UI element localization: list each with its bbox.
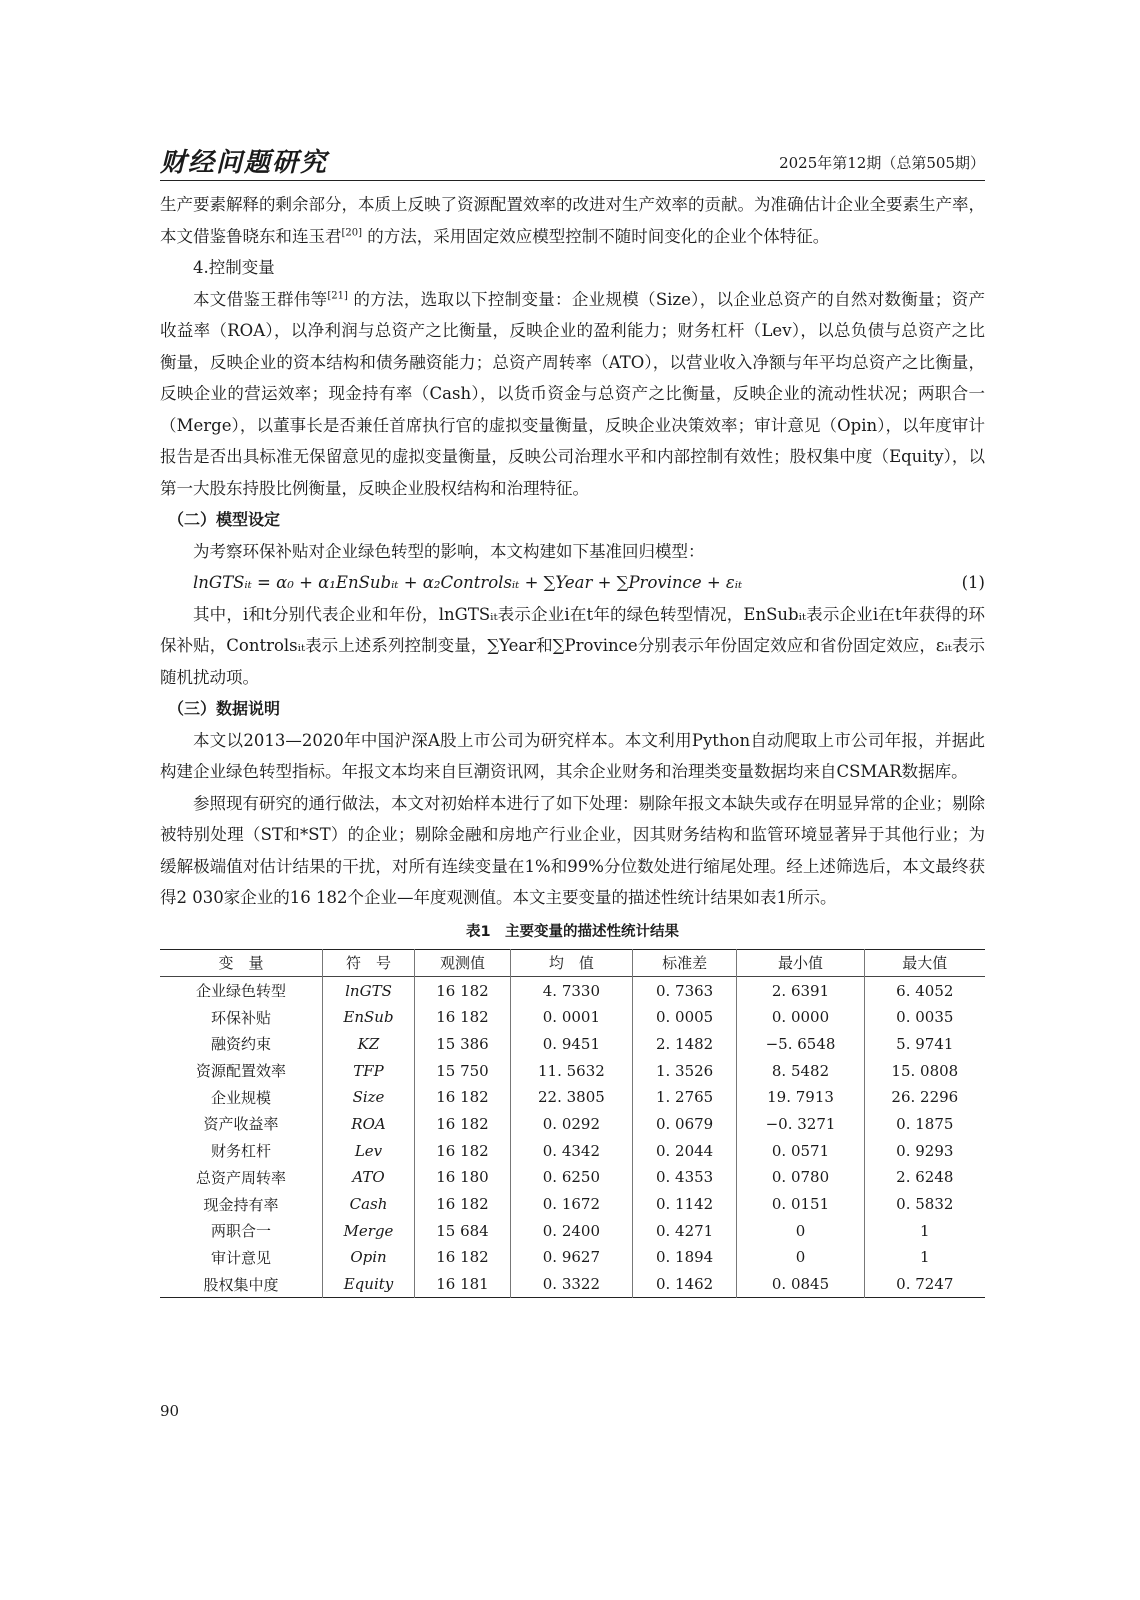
table-cell: 两职合一 — [211, 1222, 272, 1241]
col-header: 标准差 — [632, 949, 737, 977]
paragraph: 参照现有研究的通行做法，本文对初始样本进行了如下处理：剔除年报文本缺失或存在明显异常的企业；剔除被特别处理（ST和*ST）的企业；剔除金融和房地产行业企业，因其财务结构和监管环境显著异于其他行业；为缓解极端值对估计结果的干扰，对所有连续变量在1%和99%分位数处进行缩尾处理。经上述筛选后，本文最终获得2 030家企业的16 182个企业—年度观测值。本文主要变量的描述性统计结果如表1所示。 — [160, 793, 985, 907]
table-title: 表1 主要变量的描述性统计结果 — [465, 923, 680, 940]
table-cell: 2. 6391 — [737, 977, 864, 1004]
table-row — [160, 1217, 985, 1244]
table-cell: 16 182 — [414, 1137, 510, 1164]
table-cell: 0. 1462 — [632, 1271, 737, 1298]
paper-page — [160, 140, 985, 1298]
table-cell: 0. 0571 — [737, 1137, 864, 1164]
col-header: 最小值 — [737, 949, 864, 977]
table-cell: 16 182 — [414, 1244, 510, 1271]
table-cell: 0. 1142 — [632, 1191, 737, 1218]
table-cell: 16 182 — [414, 1191, 510, 1218]
col-header: 变 量 — [218, 954, 264, 973]
citation-ref[interactable]: [20] — [341, 227, 363, 238]
table-cell: 0. 2044 — [632, 1137, 737, 1164]
table-cell: 16 182 — [414, 977, 510, 1004]
table-cell: 0. 0005 — [632, 1004, 737, 1031]
col-header: 观测值 — [414, 949, 510, 977]
table-cell: 0. 0679 — [632, 1111, 737, 1138]
table-cell: 16 182 — [414, 1111, 510, 1138]
running-header — [160, 140, 985, 181]
table-row — [160, 1004, 985, 1031]
table-cell: 资产收益率 — [203, 1115, 279, 1134]
table-cell: 0. 7247 — [864, 1271, 985, 1298]
paragraph: 本文借鉴王群伟等[21] 的方法，选取以下控制变量：企业规模（Size），以企业总资产的自然对数衡量；资产收益率（ROA），以净利润与总资产之比衡量，反映企业的盈利能力；财务杠杆（Lev），以总负债与总资产之比衡量，反映企业的资本结构和债务融资能力；总资产周转率（ATO），以营业收入净额与年平均总资产之比衡量，反映企业的营运效率；现金持有率（Cash），以货币资金与总资产之比衡量，反映企业的流动性状况；两职合一（Merge），以董事长是否兼任首席执行官的虚拟变量衡量，反映企业决策效率；审计意见（Opin），以年度审计报告是否出具标准无保留意见的虚拟变量衡量，反映公司治理水平和内部控制有效性；股权集中度（Equity），以第一大股东持股比例衡量，反映企业股权结构和治理特征。 — [160, 289, 985, 498]
table-row — [160, 1164, 985, 1191]
table-cell: 5. 9741 — [864, 1031, 985, 1058]
equation-body: lnGTSᵢₜ = α₀ + α₁EnSubᵢₜ + α₂Controlsᵢₜ + ∑Year + ∑Province + εᵢₜ — [193, 573, 743, 592]
table-cell: 0. 0780 — [737, 1164, 864, 1191]
table-cell: KZ — [323, 1031, 415, 1058]
table-cell: 26. 2296 — [864, 1084, 985, 1111]
table-cell: 1. 3526 — [632, 1057, 737, 1084]
table-cell: 15 386 — [414, 1031, 510, 1058]
table-cell: 2. 1482 — [632, 1031, 737, 1058]
table-cell: 16 181 — [414, 1271, 510, 1298]
col-header: 符 号 — [323, 949, 415, 977]
table-cell: 16 182 — [414, 1084, 510, 1111]
col-header: 均 值 — [511, 949, 633, 977]
table-cell: 22. 3805 — [511, 1084, 633, 1111]
table-cell: 6. 4052 — [864, 977, 985, 1004]
issue-label: 2025年第12期（总第505期） — [779, 154, 985, 172]
table-row — [160, 1084, 985, 1111]
table-row — [160, 1137, 985, 1164]
subsection-heading: 4.控制变量 — [193, 258, 275, 277]
table-cell: 现金持有率 — [203, 1195, 279, 1214]
table-row — [160, 1031, 985, 1058]
table-cell: 0. 4342 — [511, 1137, 633, 1164]
table-cell: 1. 2765 — [632, 1084, 737, 1111]
table-cell: 8. 5482 — [737, 1057, 864, 1084]
table-cell: 16 182 — [414, 1004, 510, 1031]
table-row — [160, 977, 985, 1004]
table-row — [160, 1057, 985, 1084]
table-row — [160, 1111, 985, 1138]
table-cell: 股权集中度 — [203, 1275, 279, 1294]
page-number: 90 — [160, 1402, 180, 1420]
paragraph: 本文以2013—2020年中国沪深A股上市公司为研究样本。本文利用Python自动爬取上市公司年报，并据此构建企业绿色转型指标。年报文本均来自巨潮资讯网，其余企业财务和治理类变量数据均来自CSMAR数据库。 — [160, 730, 985, 781]
table-cell: lnGTS — [323, 977, 415, 1004]
table-cell: Equity — [323, 1271, 415, 1298]
table-cell: 0. 0000 — [737, 1004, 864, 1031]
citation-ref[interactable]: [21] — [327, 290, 348, 301]
paragraph: 为考察环保补贴对企业绿色转型的影响，本文构建如下基准回归模型： — [193, 541, 705, 561]
paragraph: 生产要素解释的剩余部分，本质上反映了资源配置效率的改进对生产效率的贡献。为准确估计企业全要素生产率，本文借鉴鲁晓东和连玉君[20] 的方法，采用固定效应模型控制不随时间变化的企业个体特征。 — [160, 195, 985, 246]
table-cell: 环保补贴 — [211, 1008, 272, 1027]
table-cell: Lev — [323, 1137, 415, 1164]
table-row — [160, 1191, 985, 1218]
table-cell: 0. 0292 — [511, 1111, 633, 1138]
table-cell: Size — [323, 1084, 415, 1111]
section-heading: （三）数据说明 — [168, 699, 281, 718]
equation-number: (1) — [961, 573, 985, 592]
table-cell: 0. 0845 — [737, 1271, 864, 1298]
table-cell: Merge — [323, 1217, 415, 1244]
table-cell: 0. 2400 — [511, 1217, 633, 1244]
table-cell: 19. 7913 — [737, 1084, 864, 1111]
table-header-row — [160, 949, 985, 977]
table-cell: 总资产周转率 — [196, 1168, 287, 1187]
table-cell: 0 — [737, 1244, 864, 1271]
table-cell: TFP — [323, 1057, 415, 1084]
table-cell: −5. 6548 — [737, 1031, 864, 1058]
journal-logo: 财经问题研究 — [160, 148, 329, 178]
table-cell: 0. 6250 — [511, 1164, 633, 1191]
table-cell: 0. 7363 — [632, 977, 737, 1004]
table-cell: 0. 5832 — [864, 1191, 985, 1218]
table-cell: 1 — [864, 1244, 985, 1271]
table-cell: 16 180 — [414, 1164, 510, 1191]
table-cell: −0. 3271 — [737, 1111, 864, 1138]
table-cell: 0. 0001 — [511, 1004, 633, 1031]
table-cell: 0. 1894 — [632, 1244, 737, 1271]
table-cell: 审计意见 — [211, 1248, 272, 1267]
article-body — [160, 189, 985, 914]
table-cell: 4. 7330 — [511, 977, 633, 1004]
table-cell: 0. 3322 — [511, 1271, 633, 1298]
table-cell: 0. 0035 — [864, 1004, 985, 1031]
stats-table — [160, 949, 985, 1299]
table-row — [160, 1271, 985, 1298]
table-cell: Opin — [323, 1244, 415, 1271]
table-cell: 0. 9293 — [864, 1137, 985, 1164]
table-cell: 11. 5632 — [511, 1057, 633, 1084]
table-cell: 0. 1875 — [864, 1111, 985, 1138]
table-cell: 1 — [864, 1217, 985, 1244]
table-cell: Cash — [323, 1191, 415, 1218]
table-cell: 15 750 — [414, 1057, 510, 1084]
table-row — [160, 1244, 985, 1271]
table-cell: ATO — [323, 1164, 415, 1191]
table-cell: 企业规模 — [211, 1088, 272, 1107]
table-cell: 15 684 — [414, 1217, 510, 1244]
table-cell: 15. 0808 — [864, 1057, 985, 1084]
section-heading: （二）模型设定 — [168, 510, 281, 529]
table-cell: 0. 4353 — [632, 1164, 737, 1191]
table-cell: 0. 0151 — [737, 1191, 864, 1218]
table-cell: 2. 6248 — [864, 1164, 985, 1191]
table-cell: 0 — [737, 1217, 864, 1244]
table-cell: 0. 4271 — [632, 1217, 737, 1244]
table-body — [160, 977, 985, 1298]
table-cell: 企业绿色转型 — [196, 982, 287, 1001]
table-cell: 融资约束 — [211, 1035, 272, 1054]
table-cell: 财务杠杆 — [211, 1142, 272, 1161]
table-cell: 0. 1672 — [511, 1191, 633, 1218]
equation — [160, 567, 985, 599]
table-cell: ROA — [323, 1111, 415, 1138]
table-cell: 0. 9451 — [511, 1031, 633, 1058]
table-cell: 资源配置效率 — [196, 1062, 287, 1081]
col-header: 最大值 — [864, 949, 985, 977]
table-cell: EnSub — [323, 1004, 415, 1031]
paragraph: 其中，i和t分别代表企业和年份，lnGTSᵢₜ表示企业i在t年的绿色转型情况，EnSubᵢₜ表示企业i在t年获得的环保补贴，Controlsᵢₜ表示上述系列控制变量，∑Year和∑Province分别表示年份固定效应和省份固定效应，εᵢₜ表示随机扰动项。 — [160, 604, 985, 687]
table-cell: 0. 9627 — [511, 1244, 633, 1271]
